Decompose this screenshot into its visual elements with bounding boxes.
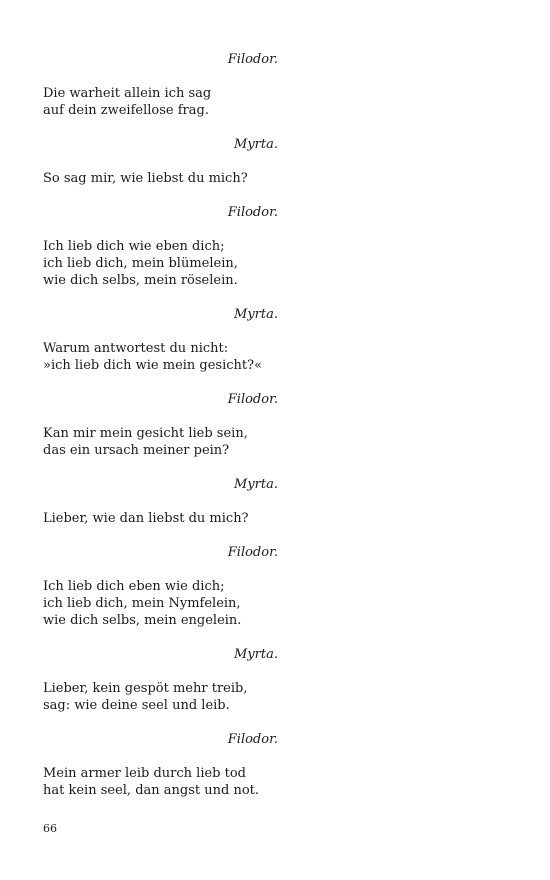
- speaker-name: Myrta.: [234, 307, 278, 322]
- verse-stanza: [43, 510, 283, 527]
- page-number: 66: [43, 822, 57, 835]
- verse-line: das ein ursach meiner pein?: [43, 443, 230, 458]
- speaker-name: Filodor.: [227, 392, 278, 407]
- verse-line: Die warheit allein ich sag: [43, 86, 212, 101]
- speaker-name: Filodor.: [227, 545, 278, 560]
- verse-line: wie dich selbs, mein engelein.: [43, 613, 242, 628]
- speaker-name: Filodor.: [227, 732, 278, 747]
- verse-line: Lieber, wie dan liebst du mich?: [43, 511, 249, 526]
- verse-line: ich lieb dich, mein blümelein,: [43, 256, 238, 271]
- verse-line: »ich lieb dich wie mein gesicht?«: [43, 358, 263, 373]
- verse-stanza: [43, 680, 283, 714]
- verse-line: Mein armer leib durch lieb tod: [43, 766, 246, 781]
- verse-line: auf dein zweifellose frag.: [43, 103, 209, 118]
- verse-stanza: [43, 578, 283, 629]
- verse-stanza: [43, 765, 283, 799]
- verse-line: Warum antwortest du nicht:: [43, 341, 229, 356]
- verse-line: wie dich selbs, mein röselein.: [43, 273, 238, 288]
- verse-line: Kan mir mein gesicht lieb sein,: [43, 426, 248, 441]
- verse-stanza: [43, 170, 283, 187]
- verse-line: ich lieb dich, mein Nymfelein,: [43, 596, 241, 611]
- speaker-name: Filodor.: [227, 205, 278, 220]
- verse-stanza: [43, 85, 283, 119]
- verse-stanza: [43, 238, 283, 289]
- speaker-name: Myrta.: [234, 477, 278, 492]
- verse-stanza: [43, 340, 283, 374]
- verse-line: Ich lieb dich wie eben dich;: [43, 239, 225, 254]
- verse-line: Ich lieb dich eben wie dich;: [43, 579, 225, 594]
- verse-line: Lieber, kein gespöt mehr treib,: [43, 681, 248, 696]
- speaker-name: Myrta.: [234, 647, 278, 662]
- speaker-name: Filodor.: [227, 52, 278, 67]
- speaker-name: Myrta.: [234, 137, 278, 152]
- verse-line: sag: wie deine seel und leib.: [43, 698, 230, 713]
- verse-stanza: [43, 425, 283, 459]
- dialogue-poem: [43, 51, 283, 799]
- verse-line: So sag mir, wie liebst du mich?: [43, 171, 248, 186]
- verse-line: hat kein seel, dan angst und not.: [43, 783, 259, 798]
